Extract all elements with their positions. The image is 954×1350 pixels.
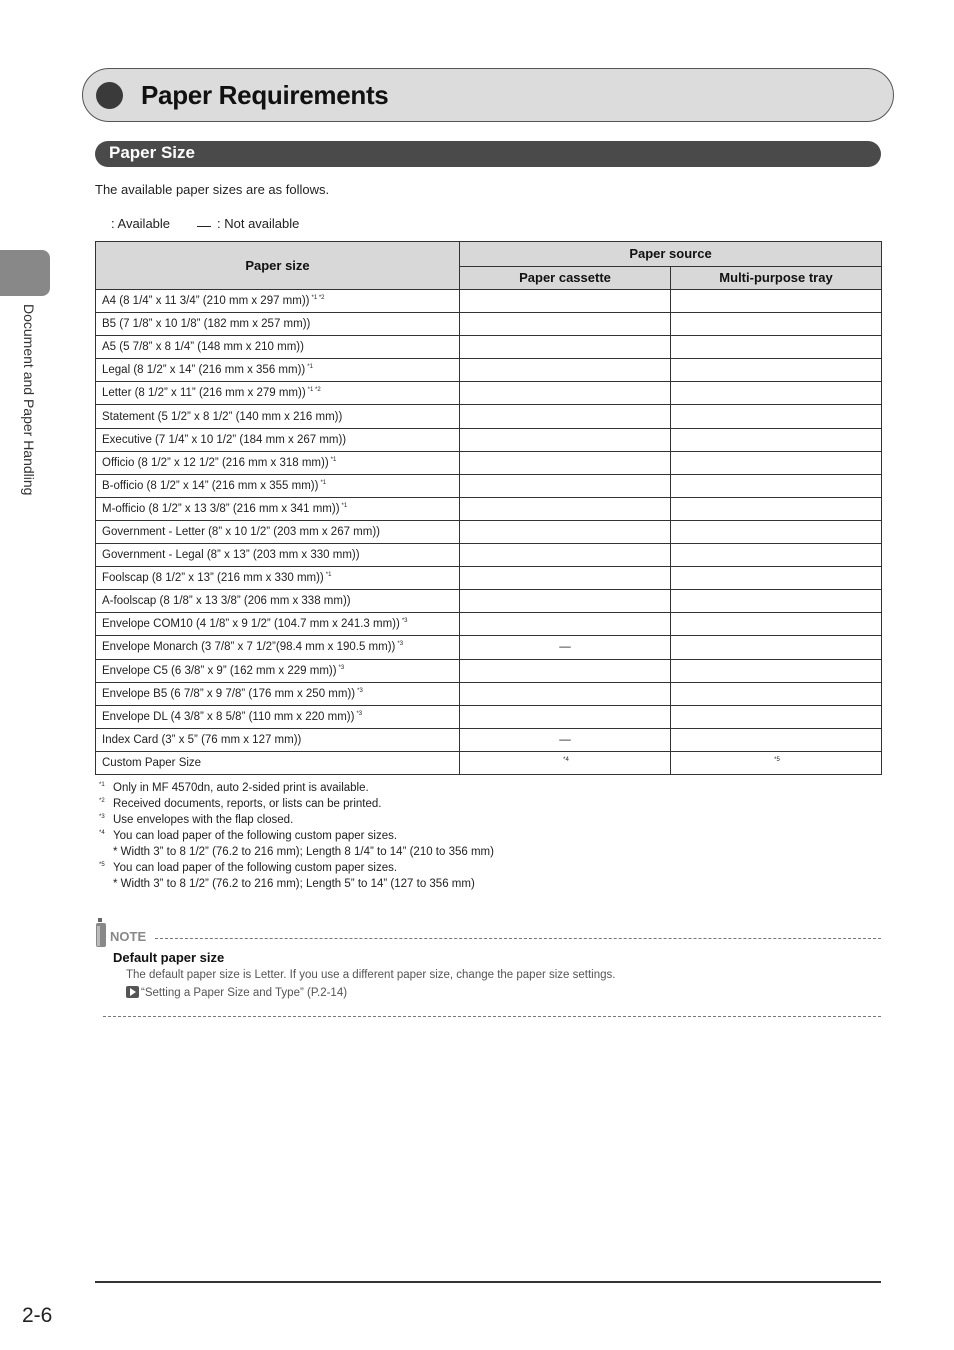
- footnote-ref: *1: [330, 456, 337, 463]
- page-title: Paper Requirements: [141, 80, 389, 110]
- paper-size-label: Statement (5 1/2” x 8 1/2” (140 mm x 216 mm)): [102, 410, 343, 423]
- multi-purpose-tray-cell: [671, 567, 882, 590]
- table-row: [96, 728, 882, 751]
- paper-cassette-cell: [460, 520, 671, 543]
- multi-purpose-tray-cell: [671, 382, 882, 405]
- paper-size-cell: [96, 544, 460, 567]
- note-link[interactable]: [126, 986, 347, 999]
- paper-size-cell: [96, 313, 460, 336]
- footnote-mark: *3: [99, 814, 105, 820]
- paper-size-cell: [96, 451, 460, 474]
- table-row: [96, 520, 882, 543]
- legend: [95, 216, 355, 234]
- header-paper-cassette: Paper cassette: [460, 266, 671, 290]
- footnote: [99, 828, 494, 844]
- not-available-dash-icon: [197, 226, 211, 227]
- paper-cassette-cell: [460, 682, 671, 705]
- pencil-icon: [95, 918, 108, 948]
- paper-size-label: B5 (7 1/8” x 10 1/8” (182 mm x 257 mm)): [102, 318, 311, 331]
- multi-purpose-tray-cell: [671, 682, 882, 705]
- footnote: [99, 780, 494, 796]
- paper-size-label: Index Card (3” x 5” (76 mm x 127 mm)): [102, 733, 302, 746]
- paper-size-label: A4 (8 1/4” x 11 3/4” (210 mm x 297 mm)): [102, 295, 310, 308]
- table-row: [96, 751, 882, 774]
- multi-purpose-tray-cell: [671, 636, 882, 659]
- paper-cassette-cell: [460, 474, 671, 497]
- multi-purpose-tray-cell: [671, 705, 882, 728]
- paper-size-label: Officio (8 1/2” x 12 1/2” (216 mm x 318 mm)): [102, 456, 329, 469]
- paper-cassette-cell: [460, 382, 671, 405]
- paper-cassette-cell: [460, 636, 671, 659]
- footnote-detail: [99, 844, 494, 860]
- paper-size-label: Envelope COM10 (4 1/8” x 9 1/2” (104.7 mm x 241.3 mm)): [102, 618, 400, 631]
- paper-size-cell: [96, 497, 460, 520]
- note-link-text[interactable]: “Setting a Paper Size and Type” (P.2-14): [141, 987, 348, 999]
- paper-cassette-cell: [460, 405, 671, 428]
- paper-cassette-cell: [460, 659, 671, 682]
- footnote-text: Use envelopes with the flap closed.: [113, 814, 294, 826]
- paper-size-cell: [96, 613, 460, 636]
- footnote-text: Received documents, reports, or lists can be printed.: [113, 798, 382, 810]
- footnote-ref: *3: [397, 641, 404, 648]
- note-box: [95, 918, 881, 1020]
- paper-size-label: Custom Paper Size: [102, 756, 202, 769]
- footnote-ref: *3: [338, 664, 345, 671]
- paper-cassette-cell: [460, 290, 671, 313]
- paper-size-label: Foolscap (8 1/2” x 13” (216 mm x 330 mm)): [102, 572, 324, 585]
- paper-size-label: Government - Letter (8” x 10 1/2” (203 mm x 267 mm)): [102, 525, 381, 538]
- footnote-ref: *1: [320, 479, 327, 486]
- paper-cassette-cell: [460, 359, 671, 382]
- paper-cassette-cell: [460, 497, 671, 520]
- arrow-right-icon: [126, 986, 139, 998]
- table-row: [96, 705, 882, 728]
- paper-size-cell: [96, 336, 460, 359]
- paper-size-label: B-officio (8 1/2” x 14” (216 mm x 355 mm)): [102, 479, 319, 492]
- footnote-text: Only in MF 4570dn, auto 2-sided print is available.: [113, 782, 369, 794]
- paper-size-cell: [96, 567, 460, 590]
- note-text: The default paper size is Letter. If you use a different paper size, change the paper size settings.: [126, 969, 616, 981]
- footnotes: [99, 780, 494, 892]
- page-number: 2-6: [22, 1304, 53, 1327]
- footnote-mark: *5: [99, 862, 105, 868]
- not-available-mark: —: [559, 733, 571, 746]
- side-tab-label: Document and Paper Handling: [21, 304, 37, 496]
- footnote-mark: *4: [99, 830, 105, 836]
- header-paper-size: Paper size: [96, 242, 460, 290]
- paper-size-cell: [96, 405, 460, 428]
- multi-purpose-tray-cell: [671, 728, 882, 751]
- paper-cassette-cell: [460, 544, 671, 567]
- table-row: [96, 567, 882, 590]
- note-heading: Default paper size: [113, 950, 225, 965]
- table-row: [96, 544, 882, 567]
- table-row: [96, 451, 882, 474]
- footnote-ref: *1 *2: [307, 387, 321, 394]
- paper-size-label: M-officio (8 1/2” x 13 3/8” (216 mm x 341 mm)): [102, 502, 340, 515]
- paper-size-label: Legal (8 1/2” x 14” (216 mm x 356 mm)): [102, 364, 306, 377]
- footnote-detail: [99, 876, 494, 892]
- footnote: [99, 812, 494, 828]
- paper-cassette-cell: [460, 567, 671, 590]
- paper-size-cell: [96, 382, 460, 405]
- table-row: [96, 590, 882, 613]
- intro-text: The available paper sizes are as follows.: [95, 182, 330, 197]
- footnote: [99, 860, 494, 876]
- footnote-ref: *1: [341, 502, 348, 509]
- paper-size-label: Government - Legal (8” x 13” (203 mm x 330 mm)): [102, 549, 360, 562]
- paper-size-label: A5 (5 7/8” x 8 1/4” (148 mm x 210 mm)): [102, 341, 304, 354]
- header-paper-source: Paper source: [460, 242, 882, 267]
- table-body: [96, 290, 882, 775]
- section-header: [95, 141, 881, 167]
- footnote-text: * Width 3” to 8 1/2” (76.2 to 216 mm); Length 5” to 14” (127 to 356 mm): [113, 878, 475, 890]
- note-divider-top: [155, 938, 881, 939]
- chapter-side-tab: [0, 250, 50, 296]
- paper-size-label: A-foolscap (8 1/8” x 13 3/8” (206 mm x 338 mm)): [102, 595, 351, 608]
- paper-cassette-cell: [460, 751, 671, 774]
- footnote-ref: *4: [563, 756, 569, 763]
- multi-purpose-tray-cell: [671, 497, 882, 520]
- paper-cassette-cell: [460, 336, 671, 359]
- paper-size-cell: [96, 290, 460, 313]
- table-row: [96, 682, 882, 705]
- paper-size-label: Envelope B5 (6 7/8” x 9 7/8” (176 mm x 250 mm)): [102, 687, 356, 700]
- paper-size-label: Envelope Monarch (3 7/8” x 7 1/2”(98.4 mm x 190.5 mm)): [102, 641, 396, 654]
- paper-size-cell: [96, 590, 460, 613]
- paper-size-label: Envelope DL (4 3/8” x 8 5/8” (110 mm x 220 mm)): [102, 710, 355, 723]
- paper-size-cell: [96, 728, 460, 751]
- multi-purpose-tray-cell: [671, 751, 882, 774]
- paper-cassette-cell: [460, 705, 671, 728]
- paper-cassette-cell: [460, 590, 671, 613]
- footnote-text: * Width 3” to 8 1/2” (76.2 to 216 mm); Length 8 1/4” to 14” (210 to 356 mm): [113, 846, 494, 858]
- paper-size-cell: [96, 428, 460, 451]
- footnote-ref: *1: [325, 572, 332, 579]
- multi-purpose-tray-cell: [671, 659, 882, 682]
- chapter-bullet-icon: [96, 82, 123, 109]
- chapter-banner: [82, 68, 894, 122]
- note-divider-bottom: [103, 1016, 881, 1017]
- footer-rule: [95, 1281, 881, 1283]
- paper-size-cell: [96, 636, 460, 659]
- paper-size-cell: [96, 682, 460, 705]
- paper-cassette-cell: [460, 313, 671, 336]
- multi-purpose-tray-cell: [671, 405, 882, 428]
- footnote-text: You can load paper of the following custom paper sizes.: [113, 862, 398, 874]
- multi-purpose-tray-cell: [671, 313, 882, 336]
- footnote-ref: *1: [307, 364, 313, 371]
- table-row: [96, 636, 882, 659]
- table-row: [96, 336, 882, 359]
- paper-size-cell: [96, 474, 460, 497]
- footnote-ref: *1 *2: [311, 295, 325, 302]
- header-multi-purpose-tray: Multi-purpose tray: [671, 266, 882, 290]
- note-label: NOTE: [110, 929, 147, 944]
- table-row: [96, 497, 882, 520]
- table-row: [96, 313, 882, 336]
- paper-size-table: [95, 241, 882, 775]
- multi-purpose-tray-cell: [671, 520, 882, 543]
- table-row: [96, 405, 882, 428]
- table-row: [96, 428, 882, 451]
- legend-available: : Available: [111, 216, 171, 231]
- multi-purpose-tray-cell: [671, 359, 882, 382]
- paper-size-cell: [96, 520, 460, 543]
- table-row: [96, 359, 882, 382]
- multi-purpose-tray-cell: [671, 428, 882, 451]
- multi-purpose-tray-cell: [671, 290, 882, 313]
- multi-purpose-tray-cell: [671, 613, 882, 636]
- paper-size-cell: [96, 659, 460, 682]
- table-row: [96, 659, 882, 682]
- multi-purpose-tray-cell: [671, 451, 882, 474]
- paper-size-cell: [96, 751, 460, 774]
- multi-purpose-tray-cell: [671, 474, 882, 497]
- footnote-ref: *3: [356, 710, 363, 717]
- footnote-text: You can load paper of the following custom paper sizes.: [113, 830, 398, 842]
- paper-size-label: Envelope C5 (6 3/8” x 9” (162 mm x 229 mm)): [102, 664, 337, 677]
- multi-purpose-tray-cell: [671, 590, 882, 613]
- legend-not-available: : Not available: [217, 216, 300, 231]
- footnote-mark: *2: [99, 798, 105, 804]
- table-row: [96, 474, 882, 497]
- table-row: [96, 613, 882, 636]
- table-row: [96, 382, 882, 405]
- footnote: [99, 796, 494, 812]
- footnote-ref: *3: [357, 687, 363, 694]
- paper-size-cell: [96, 705, 460, 728]
- multi-purpose-tray-cell: [671, 336, 882, 359]
- multi-purpose-tray-cell: [671, 544, 882, 567]
- paper-cassette-cell: [460, 451, 671, 474]
- table-row: [96, 290, 882, 313]
- paper-cassette-cell: [460, 428, 671, 451]
- paper-cassette-cell: [460, 728, 671, 751]
- section-title: Paper Size: [109, 143, 195, 162]
- footnote-mark: *1: [99, 782, 105, 788]
- paper-cassette-cell: [460, 613, 671, 636]
- footnote-ref: *5: [774, 756, 780, 763]
- paper-size-cell: [96, 359, 460, 382]
- not-available-mark: —: [559, 641, 571, 654]
- paper-size-label: Executive (7 1/4” x 10 1/2” (184 mm x 267 mm)): [102, 433, 347, 446]
- footnote-ref: *3: [401, 618, 408, 625]
- paper-size-label: Letter (8 1/2” x 11” (216 mm x 279 mm)): [102, 387, 306, 400]
